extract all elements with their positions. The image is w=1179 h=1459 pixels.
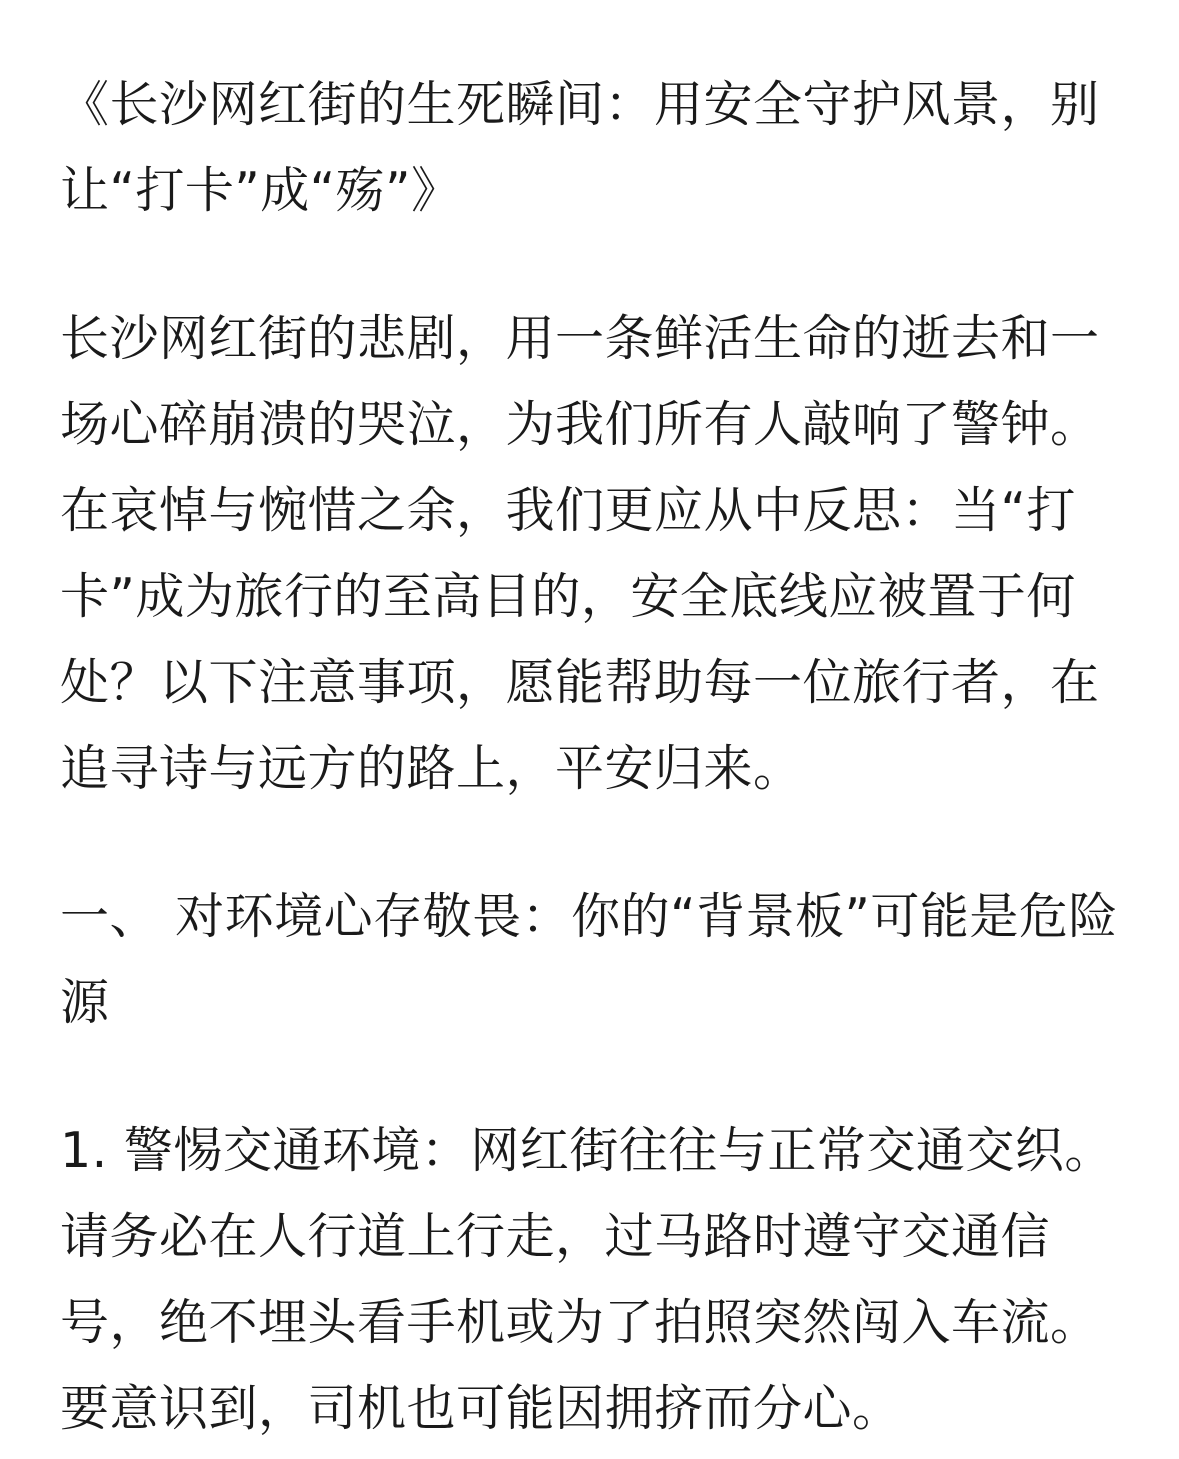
article-title: 《长沙网红街的生死瞬间：用安全守护风景，别让“打卡”成“殇”》	[60, 76, 1100, 219]
intro-text: 长沙网红街的悲剧，用一条鲜活生命的逝去和一场心碎崩溃的哭泣，为我们所有人敲响了警钟。在哀悼与惋惜之余，我们更应从中反思：当“打卡”成为旅行的至高目的，安全底线应被置于何处？以下注意事项，愿能帮助每一位旅行者，在追寻诗与远方的路上，平安归来。	[60, 310, 1100, 797]
article-body	[60, 62, 1122, 1452]
intro-paragraph	[60, 296, 1122, 812]
section-heading: 一、 对环境心存敬畏：你的“背景板”可能是危险源	[60, 888, 1118, 1031]
list-item: 1. 警惕交通环境：网红街往往与正常交通交织。请务必在人行道上行走，过马路时遵守交通信号，绝不埋头看手机或为了拍照突然闯入车流。要意识到，司机也可能因拥挤而分心。	[60, 1122, 1114, 1437]
